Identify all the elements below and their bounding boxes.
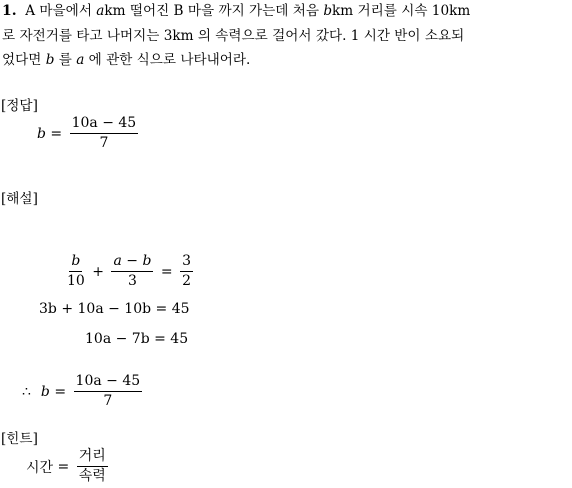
answer-label: [정답] [1,98,38,114]
therefore-symbol: ∴ [22,383,31,400]
answer-fraction: $\frac{10a - 45}{7}$ [71,115,137,151]
explanation-equation-2: 3b + 10a − 10b = 45 [39,301,190,317]
problem-number: 1. [2,3,17,19]
explanation-equation-3: 10a − 7b = 45 [85,331,189,347]
hint-label: [힌트] [1,431,38,447]
explanation-final: ∴ b = $\frac{10a - 45}{7}$ [22,373,141,409]
variable-a: a [96,3,105,19]
explanation-label: [해설] [1,191,38,207]
problem-line-1: 1. A 마을에서 akm 떨어진 B 마을 까지 가는데 처음 bkm 거리를 시속 10km [2,3,471,19]
explanation-equation-1: $\frac{b}{10}$ + $\frac{a - b}{3}$ = $\frac{3}{2}$ [67,253,191,289]
answer-equation: b = $\frac{10a - 45}{7}$ [37,115,137,151]
hint-equation: 시간 = $\frac{\text{거리}}{\text{속력}}$ [26,448,106,484]
problem-line-3: 었다면 b 를 a 에 관한 식으로 나타내어라. [2,52,251,68]
problem-line-2: 로 자전거를 타고 나머지는 3km 의 속력으로 걸어서 갔다. 1 시간 반이 소요되 [2,28,465,44]
variable-b: b [323,3,333,19]
